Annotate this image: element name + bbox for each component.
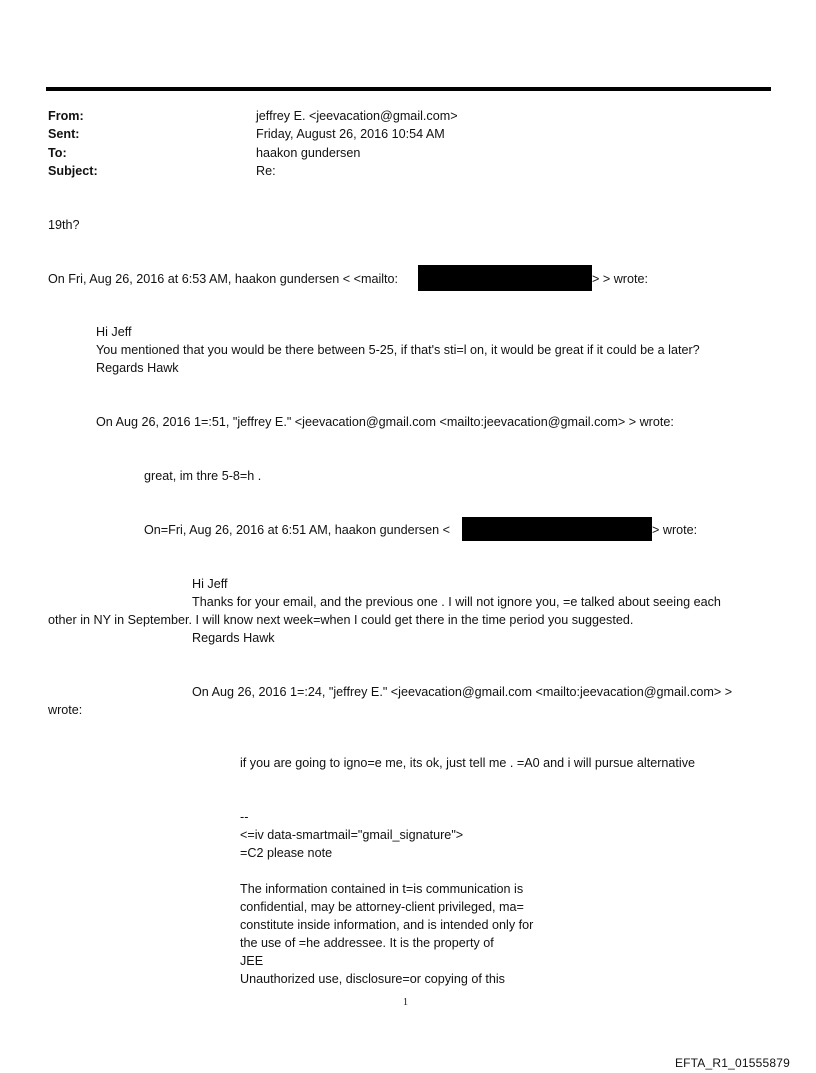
sent-value: Friday, August 26, 2016 10:54 AM xyxy=(256,127,445,141)
quote2-intro: On Aug 26, 2016 1=:51, "jeffrey E." <jeevacation@gmail.com <mailto:jeevacation@gmail.com> > wrote: xyxy=(96,415,674,429)
signature-line: <=iv data-smartmail="gmail_signature"> xyxy=(240,828,464,842)
from-value: jeffrey E. <jeevacation@gmail.com> xyxy=(256,109,458,123)
disclaimer-line: constitute inside information, and is intended only for xyxy=(240,918,534,932)
sent-label: Sent: xyxy=(48,127,80,141)
header-divider xyxy=(46,87,771,91)
signature-line: =C2 please note xyxy=(240,846,333,860)
disclaimer-line: the use of =he addressee. It is the property of xyxy=(240,936,494,950)
disclaimer-line: The information contained in t=is communication is xyxy=(240,882,524,896)
from-label: From: xyxy=(48,109,84,123)
disclaimer-line: Unauthorized use, disclosure=or copying of this xyxy=(240,972,505,986)
redaction-block xyxy=(462,517,652,541)
quote3-line: Hi Jeff xyxy=(192,577,228,591)
quote3-line: Thanks for your email, and the previous one . I will not ignore you, =e talked about seeing each xyxy=(192,595,721,609)
to-value: haakon gundersen xyxy=(256,146,361,160)
quote1-intro-start: On Fri, Aug 26, 2016 at 6:53 AM, haakon gundersen < <mailto: xyxy=(48,272,399,286)
quote4-line: if you are going to igno=e me, its ok, just tell me . =A0 and i will pursue alternative xyxy=(240,756,696,770)
quote3-intro-start: On=Fri, Aug 26, 2016 at 6:51 AM, haakon gundersen < xyxy=(144,523,450,537)
page-number: 1 xyxy=(403,997,408,1008)
quote3-line: other in NY in September. I will know next week=when I could get there in the time period you suggested. xyxy=(48,613,634,627)
quote1-intro-end: > > wrote: xyxy=(592,272,649,286)
quote1-line: You mentioned that you would be there between 5-25, if that's sti=l on, it would be great if it could be a later? xyxy=(96,343,700,357)
reply-text: 19th? xyxy=(48,218,80,232)
quote4-intro-cont: wrote: xyxy=(48,703,83,717)
disclaimer-line: confidential, may be attorney-client privileged, ma= xyxy=(240,900,524,914)
quote4-intro: On Aug 26, 2016 1=:24, "jeffrey E." <jeevacation@gmail.com <mailto:jeevacation@gmail.com> > xyxy=(192,685,733,699)
quote3-line: Regards Hawk xyxy=(192,631,275,645)
redaction-block xyxy=(418,265,592,291)
quote1-line: Regards Hawk xyxy=(96,361,179,375)
quote2-line: great, im thre 5-8=h . xyxy=(144,469,262,483)
quote1-line: Hi Jeff xyxy=(96,325,132,339)
bates-number: EFTA_R1_01555879 xyxy=(674,1056,790,1070)
subject-value: Re: xyxy=(256,164,276,178)
disclaimer-line: JEE xyxy=(240,954,264,968)
subject-label: Subject: xyxy=(48,164,98,178)
quote3-intro-end: > wrote: xyxy=(652,523,698,537)
signature-line: -- xyxy=(240,810,249,824)
to-label: To: xyxy=(48,146,67,160)
